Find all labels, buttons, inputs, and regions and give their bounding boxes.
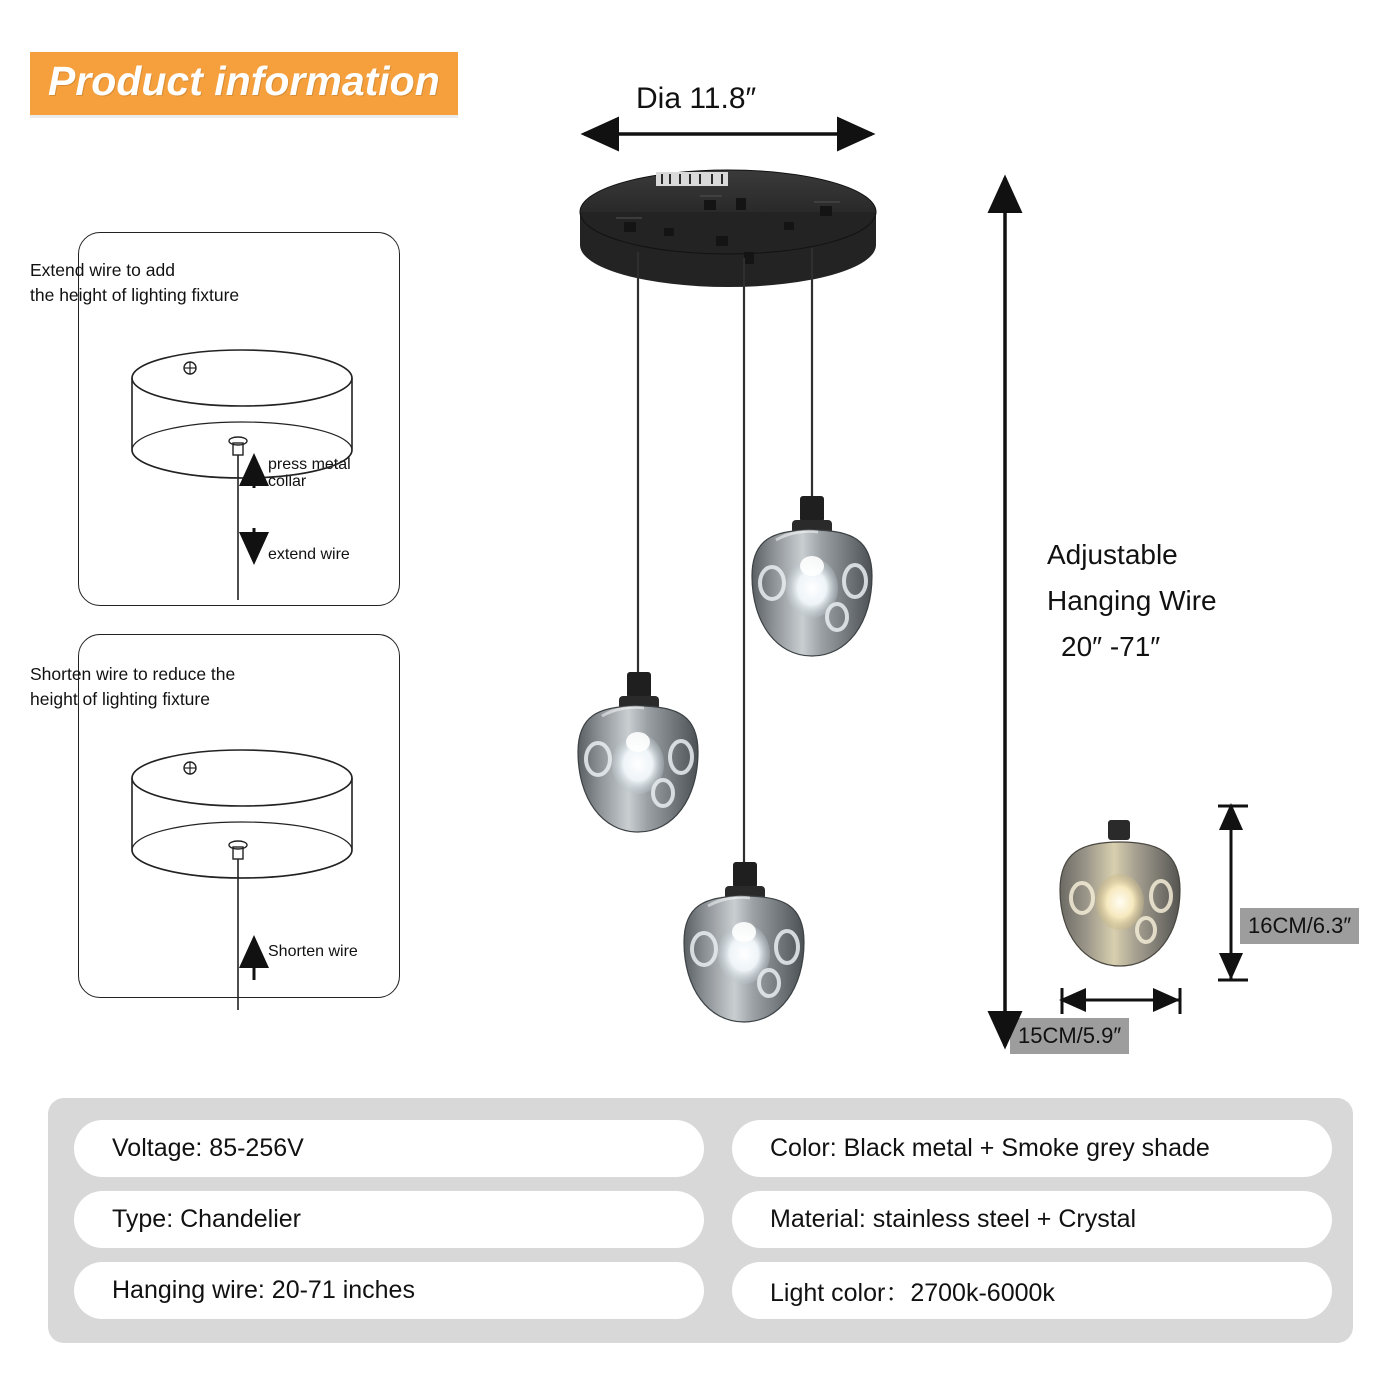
adjustable-line-1: Adjustable [1047, 539, 1178, 570]
spec-voltage: Voltage: 85-256V [74, 1120, 704, 1177]
instruction-extend-title-line1: Extend wire to add [30, 260, 175, 280]
page-title: Product information [48, 58, 440, 104]
adjustable-line-3: 20″ -71″ [1061, 631, 1161, 662]
instruction-shorten-title-line2: height of lighting fixture [30, 689, 210, 709]
pendant-shade-upper-right [752, 496, 872, 656]
pendant-shade-lower-center [684, 862, 804, 1022]
spec-light-color: Light color：2700k-6000k [732, 1262, 1332, 1319]
instruction-extend-callout-extend-wire: extend wire [268, 546, 350, 563]
pendant-shade-middle-left [578, 672, 698, 832]
instruction-extend-title-line2: the height of lighting fixture [30, 285, 240, 305]
hanging-wires [638, 248, 812, 862]
specifications-panel [48, 1098, 1353, 1343]
dimension-label-shade-height: 16CM/6.3″ [1240, 908, 1359, 944]
product-information-banner [30, 52, 458, 115]
adjustable-line-2: Hanging Wire [1047, 585, 1217, 616]
spec-material: Material: stainless steel + Crystal [732, 1191, 1332, 1248]
instruction-shorten-title-line1: Shorten wire to reduce the [30, 664, 236, 684]
ceiling-canopy [580, 170, 876, 287]
instruction-shorten-callout-shorten-wire: Shorten wire [268, 943, 358, 960]
dimension-label-canopy-diameter: Dia 11.8″ [636, 82, 757, 115]
spec-color: Color: Black metal + Smoke grey shade [732, 1120, 1332, 1177]
instruction-extend-callout-press-collar-line2: collar [268, 473, 307, 490]
shade-detail-measurement [1060, 806, 1248, 1014]
instruction-extend-callout-press-collar-line1: press metal [268, 456, 351, 473]
spec-hanging-wire: Hanging wire: 20-71 inches [74, 1262, 704, 1319]
spec-type: Type: Chandelier [74, 1191, 704, 1248]
adjustable-hanging-wire-note [1047, 532, 1217, 670]
dimension-label-shade-width: 15CM/5.9″ [1010, 1018, 1129, 1054]
